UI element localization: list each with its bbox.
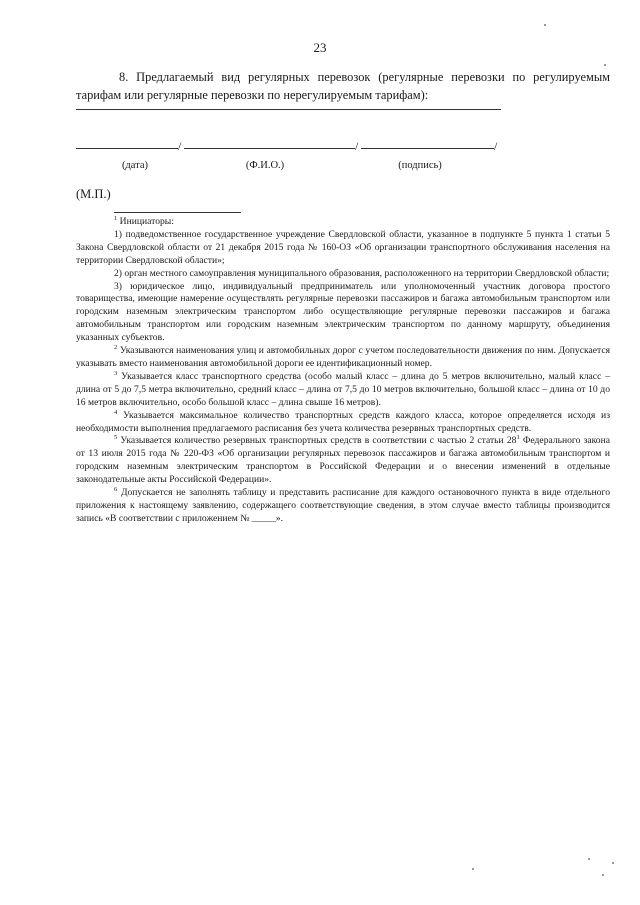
scan-speck: [588, 858, 590, 860]
date-slash: /: [178, 139, 182, 153]
stamp-placeholder: (М.П.): [76, 187, 111, 201]
scan-speck: [472, 868, 474, 870]
signature-label: (подпись): [398, 160, 442, 171]
scan-speck: [612, 862, 614, 864]
footnote-1-item-1: 1) подведомственное государственное учреждение Свердловской области, указанное в подпункте 5 пункта 1 статьи 5 Закона Свердловской области от 21 декабря 2015 года № 160-ОЗ «Об организации транспортного обслуживания населения на территории Свердловской области»;: [76, 228, 610, 266]
footnote-3: $^3$ Указывается класс транспортного средства (особо малый класс – длина до 5 метров включительно, малый класс – длина от 5 до 7,5 метра включительно, средний класс – длина от 7,5 до 10 метров включительно, большой класс – длина от 10 до 16 метров включительно, особо большой класс – длина свыше 16 метров).: [76, 369, 610, 408]
footnotes: [76, 216, 610, 526]
page-number: 23: [313, 40, 327, 55]
name-slash: /: [355, 139, 359, 153]
footnote-1-item-2: 2) орган местного самоуправления муниципального образования, расположенного на территории Свердловской области;: [114, 267, 610, 279]
scan-speck: [602, 874, 604, 876]
answer-line: [76, 109, 501, 110]
footnote-separator: [114, 212, 241, 213]
footnote-2: $^2$ Указываются наименования улиц и автомобильных дорог с учетом последовательности движения по ним. Допускается указывать вместо наименования автомобильной дороги ее идентификационный номер.: [76, 343, 610, 369]
footnote-1-title: $^1$ Инициаторы:: [114, 214, 174, 227]
date-label: (дата): [121, 160, 149, 171]
scan-speck: [544, 24, 546, 26]
name-label: (Ф.И.О.): [245, 160, 285, 171]
footnote-5: $^5$ Указывается количество резервных транспортных средств в соответствии с частью 2 статьи $28^1$ Федерального закона от 13 июля 2015 года № 220-ФЗ «Об организации регулярных перевозок пассажиров и багажа автомобильным транспортом и городским наземным электрическим транспортом в Российской Федерации и о внесении изменений в отдельные законодательные акты Российской Федерации».: [76, 434, 610, 486]
scan-speck: [604, 64, 606, 66]
name-line: [184, 148, 355, 149]
signature-slash: /: [494, 139, 498, 153]
footnote-4: $^4$ Указывается максимальное количество транспортных средств каждого класса, которое определяется исходя из необходимости выполнения предлагаемого расписания без учета количества резервных транспортных средств.: [76, 408, 610, 434]
footnote-6: $^6$ Допускается не заполнять таблицу и представить расписание для каждого остановочного пункта в виде отдельного приложения к настоящему заявлению, содержащего соответствующие сведения, в этом случае вместо таблицы производится запись «В соответствии с приложением № _____».: [76, 485, 610, 524]
date-line: [76, 148, 178, 149]
footnote-1-item-3: 3) юридическое лицо, индивидуальный предприниматель или уполномоченный участник договора простого товарищества, имеющие намерение осуществлять регулярные перевозки пассажиров и багажа автомобильным транспортом или городским наземным электрическим транспортом либо осуществляющие регулярные перевозки пассажиров и багажа автомобильным транспортом или городским наземным электрическим транспортом по данному маршруту, объединения указанных субъектов.: [76, 280, 610, 344]
section-8-text: 8. Предлагаемый вид регулярных перевозок (регулярные перевозки по регулируемым тарифам или регулярные перевозки по нерегулируемым тарифам):: [76, 70, 610, 102]
signature-line: [361, 148, 494, 149]
